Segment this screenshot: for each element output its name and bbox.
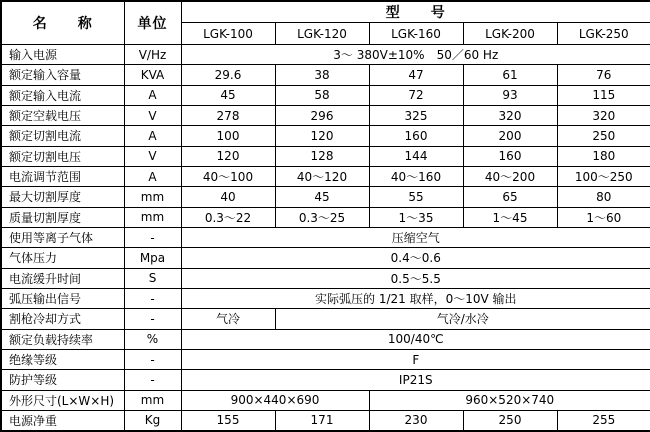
table-row [1, 85, 650, 105]
spec-value: 128 [275, 146, 369, 166]
spec-unit: - [124, 227, 181, 247]
table-row [1, 288, 650, 308]
spec-value: 40～200 [463, 166, 557, 186]
spec-value: 296 [275, 105, 369, 125]
spec-unit: mm [124, 207, 181, 227]
spec-unit: - [124, 370, 181, 390]
spec-value: 76 [557, 65, 650, 85]
spec-label: 额定切割电压 [1, 146, 124, 166]
header-model-lgk-100: LGK-100 [181, 23, 275, 45]
spec-value: 120 [275, 126, 369, 146]
spec-label: 额定输入电流 [1, 85, 124, 105]
spec-value: 320 [557, 105, 650, 125]
spec-value: 325 [369, 105, 463, 125]
spec-value: 45 [275, 187, 369, 207]
table-row [1, 207, 650, 227]
spec-label: 外形尺寸(L×W×H) [1, 390, 124, 410]
table-row [1, 370, 650, 390]
spec-value: 40 [181, 187, 275, 207]
spec-label: 电源净重 [1, 410, 124, 431]
spec-label: 割枪冷却方式 [1, 309, 124, 329]
spec-value: 0.3～25 [275, 207, 369, 227]
spec-label: 电流缓升时间 [1, 268, 124, 288]
header-model: 型 号 [181, 1, 650, 23]
spec-label: 额定空载电压 [1, 105, 124, 125]
spec-value: 45 [181, 85, 275, 105]
spec-unit: - [124, 288, 181, 308]
spec-value: 实际弧压的 1/21 取样，0～10V 输出 [181, 288, 650, 308]
spec-value: 171 [275, 410, 369, 431]
spec-unit: V/Hz [124, 45, 181, 65]
spec-value: 0.5～5.5 [181, 268, 650, 288]
spec-unit: S [124, 268, 181, 288]
spec-value: 900×440×690 [181, 390, 369, 410]
spec-value: 29.6 [181, 65, 275, 85]
spec-value: 压缩空气 [181, 227, 650, 247]
spec-value: 3～ 380V±10% 50／60 Hz [181, 45, 650, 65]
spec-label: 最大切割厚度 [1, 187, 124, 207]
spec-label: 额定负载持续率 [1, 329, 124, 349]
spec-unit: - [124, 349, 181, 369]
header-model-lgk-200: LGK-200 [463, 23, 557, 45]
spec-unit: mm [124, 187, 181, 207]
spec-value: 72 [369, 85, 463, 105]
table-row [1, 166, 650, 186]
table-row [1, 248, 650, 268]
spec-value: F [181, 349, 650, 369]
spec-table-body [1, 45, 650, 432]
table-row [1, 187, 650, 207]
table-row [1, 227, 650, 247]
header-model-lgk-160: LGK-160 [369, 23, 463, 45]
table-row [1, 45, 650, 65]
spec-value: 155 [181, 410, 275, 431]
spec-value: 47 [369, 65, 463, 85]
spec-label: 额定输入容量 [1, 65, 124, 85]
spec-unit: A [124, 126, 181, 146]
spec-label: 输入电源 [1, 45, 124, 65]
spec-value: 115 [557, 85, 650, 105]
header-name: 名 称 [1, 1, 124, 45]
spec-value: 320 [463, 105, 557, 125]
spec-label: 弧压输出信号 [1, 288, 124, 308]
spec-unit: KVA [124, 65, 181, 85]
spec-value: 38 [275, 65, 369, 85]
spec-value: 气冷 [181, 309, 275, 329]
spec-label: 质量切割厚度 [1, 207, 124, 227]
spec-value: 1～35 [369, 207, 463, 227]
spec-unit: A [124, 166, 181, 186]
spec-value: 160 [463, 146, 557, 166]
spec-unit: A [124, 85, 181, 105]
spec-label: 额定切割电流 [1, 126, 124, 146]
spec-value: 58 [275, 85, 369, 105]
spec-value: 120 [181, 146, 275, 166]
spec-label: 气体压力 [1, 248, 124, 268]
header-row-1 [1, 1, 650, 23]
spec-value: 1～45 [463, 207, 557, 227]
spec-value: 40～120 [275, 166, 369, 186]
spec-value: 144 [369, 146, 463, 166]
spec-value: 250 [557, 126, 650, 146]
spec-value: IP21S [181, 370, 650, 390]
spec-value: 40～160 [369, 166, 463, 186]
spec-unit: Mpa [124, 248, 181, 268]
spec-value: 200 [463, 126, 557, 146]
spec-value: 230 [369, 410, 463, 431]
spec-unit: V [124, 146, 181, 166]
spec-value: 气冷/水冷 [275, 309, 650, 329]
spec-label: 绝缘等级 [1, 349, 124, 369]
spec-value: 180 [557, 146, 650, 166]
spec-value: 80 [557, 187, 650, 207]
spec-value: 255 [557, 410, 650, 431]
table-row [1, 65, 650, 85]
spec-unit: Kg [124, 410, 181, 431]
spec-value: 0.4～0.6 [181, 248, 650, 268]
table-row [1, 309, 650, 329]
spec-value: 1～60 [557, 207, 650, 227]
spec-label: 防护等级 [1, 370, 124, 390]
table-row [1, 126, 650, 146]
spec-value: 100/40℃ [181, 329, 650, 349]
spec-unit: - [124, 309, 181, 329]
spec-unit: mm [124, 390, 181, 410]
spec-value: 100～250 [557, 166, 650, 186]
spec-value: 250 [463, 410, 557, 431]
spec-value: 61 [463, 65, 557, 85]
spec-label: 使用等离子气体 [1, 227, 124, 247]
table-row [1, 329, 650, 349]
spec-value: 40～100 [181, 166, 275, 186]
spec-unit: % [124, 329, 181, 349]
spec-value: 55 [369, 187, 463, 207]
spec-value: 93 [463, 85, 557, 105]
spec-label: 电流调节范围 [1, 166, 124, 186]
spec-value: 160 [369, 126, 463, 146]
spec-unit: V [124, 105, 181, 125]
header-unit: 单位 [124, 1, 181, 45]
table-row [1, 105, 650, 125]
header-model-lgk-250: LGK-250 [557, 23, 650, 45]
table-row [1, 349, 650, 369]
table-row [1, 268, 650, 288]
table-row [1, 390, 650, 410]
table-row [1, 410, 650, 431]
header-model-lgk-120: LGK-120 [275, 23, 369, 45]
spec-value: 100 [181, 126, 275, 146]
table-row [1, 146, 650, 166]
spec-value: 278 [181, 105, 275, 125]
spec-value: 960×520×740 [369, 390, 650, 410]
spec-value: 65 [463, 187, 557, 207]
spec-value: 0.3～22 [181, 207, 275, 227]
